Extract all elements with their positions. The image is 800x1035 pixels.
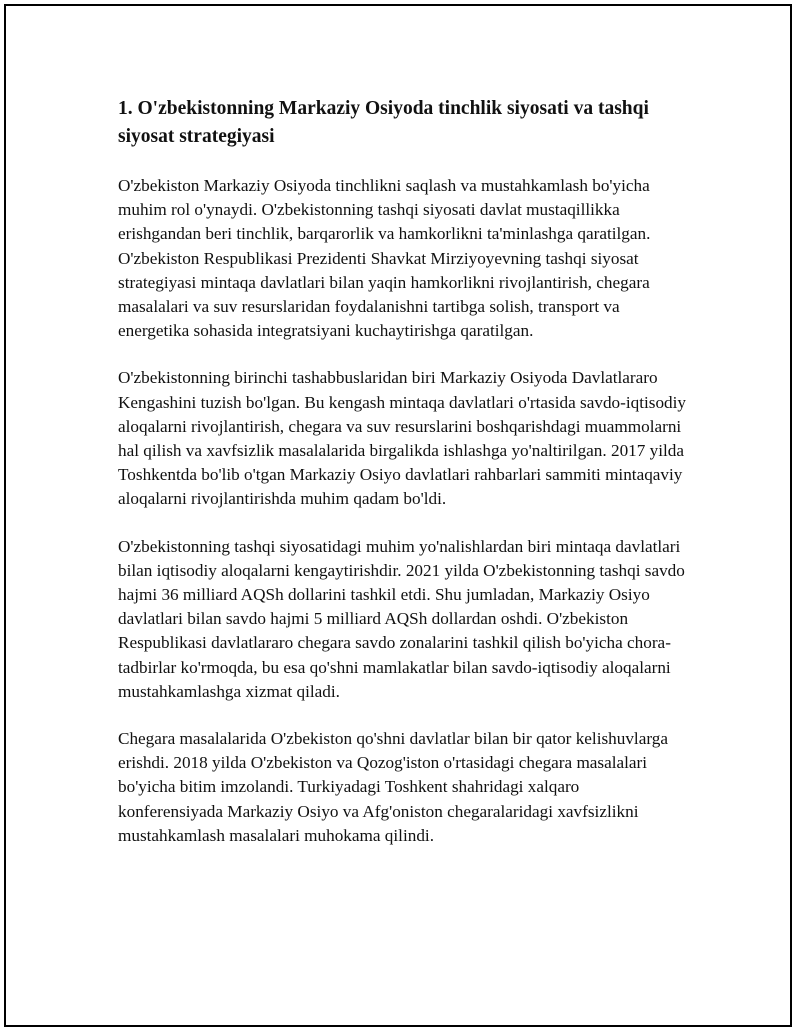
document-heading: 1. O'zbekistonning Markaziy Osiyoda tinchlik siyosati va tashqi siyosat strategiyasi bbox=[118, 98, 649, 147]
paragraph-peace-policy: O'zbekiston Markaziy Osiyoda tinchlikni saqlash va mustahkamlash bo'yicha muhim rol o'ynaydi. O'zbekistonning tashqi siyosati davlat mustaqillikka erishgandan beri tinchlik, barqarorlik va hamkorlikni ta'minlashga qaratilgan. O'zbekiston Respublikasi Prezidenti Shavkat Mirziyoyevning tashqi siyosat strategiyasi mintaqa davlatlari bilan yaqin hamkorlikni rivojlantirish, chegara masalalari va suv resurslaridan foydalanishni tartibga solish, transport va energetika sohasida integratsiyani kuchaytirishga qaratilgan. bbox=[118, 176, 651, 341]
document-content bbox=[118, 95, 688, 848]
paragraph-border-issues: Chegara masalalarida O'zbekiston qo'shni davlatlar bilan bir qator kelishuvlarga erishdi. 2018 yilda O'zbekiston va Qozog'iston o'rtasidagi chegara masalalari bo'yicha bitim imzolandi. Turkiyadagi Toshkent shahridagi xalqaro konferensiyada Markaziy Osiyo va Afg'oniston chegaralaridagi xavfsizlikni mustahkamlash masalalari muhokama qilindi. bbox=[118, 729, 668, 845]
paragraph-economic-relations: O'zbekistonning tashqi siyosatidagi muhim yo'nalishlardan biri mintaqa davlatlari bilan iqtisodiy aloqalarni kengaytirishdir. 2021 yilda O'zbekistonning tashqi savdo hajmi 36 milliard AQSh dollarini tashkil etdi. Shu jumladan, Markaziy Osiyo davlatlari bilan savdo hajmi 5 milliard AQSh dollardan oshdi. O'zbekiston Respublikasi davlatlararo chegara savdo zonalarini tashkil qilish bo'yicha chora-tadbirlar ko'rmoqda, bu esa qo'shni mamlakatlar bilan savdo-iqtisodiy aloqalarni mustahkamlashga xizmat qiladi. bbox=[118, 536, 685, 701]
paragraph-interstate-council: O'zbekistonning birinchi tashabbuslaridan biri Markaziy Osiyoda Davlatlararo Kengashini tuzish bo'lgan. Bu kengash mintaqa davlatlari o'rtasida savdo-iqtisodiy aloqalarni rivojlantirish, chegara va suv resurslarini boshqarishdagi muammolarni hal qilish va xavfsizlik masalalarida birgalikda ishlashga yo'naltirilgan. 2017 yilda Toshkentda bo'lib o'tgan Markaziy Osiyo davlatlari rahbarlari sammiti mintaqaviy aloqalarni rivojlantirishda muhim qadam bo'ldi. bbox=[118, 368, 687, 509]
